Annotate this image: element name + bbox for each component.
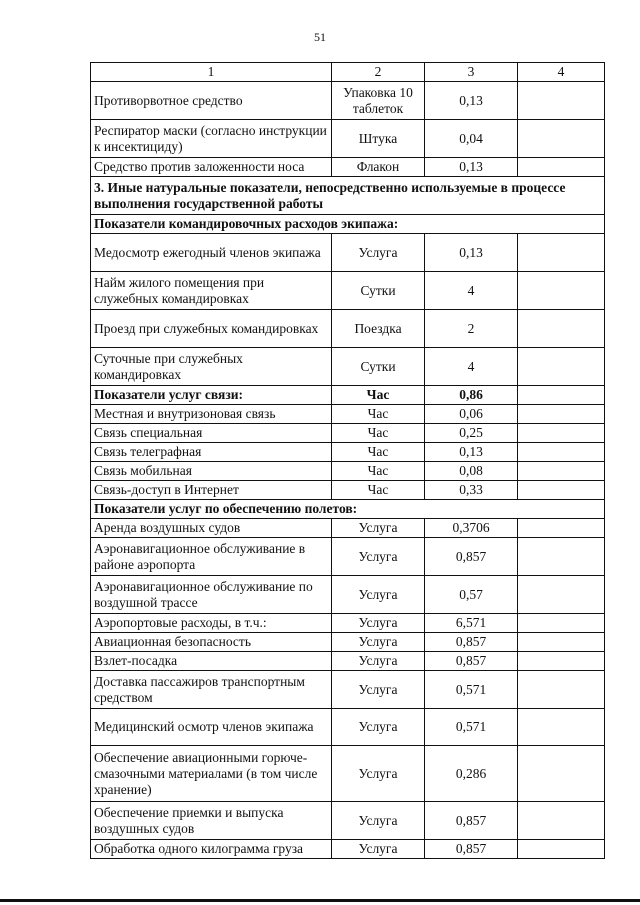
table-row <box>91 746 605 802</box>
row-unit: Услуга <box>332 576 425 614</box>
row-value: 0,04 <box>425 120 518 158</box>
row-extra <box>518 82 605 120</box>
table-row <box>91 709 605 746</box>
page-number: 51 <box>314 30 326 44</box>
row-name: Обработка одного килограмма груза <box>91 840 332 859</box>
row-value: 0,286 <box>425 746 518 802</box>
row-unit: Услуга <box>332 234 425 272</box>
row-unit: Услуга <box>332 840 425 859</box>
table-row <box>91 462 605 481</box>
section-row <box>91 215 605 234</box>
row-unit: Штука <box>332 120 425 158</box>
table-row <box>91 348 605 386</box>
table-row <box>91 158 605 177</box>
row-name: Обеспечение приемки и выпуска воздушных судов <box>91 802 332 840</box>
row-extra <box>518 671 605 709</box>
row-value: 0,57 <box>425 576 518 614</box>
row-extra <box>518 840 605 859</box>
table-row <box>91 424 605 443</box>
row-extra <box>518 538 605 576</box>
row-unit: Сутки <box>332 348 425 386</box>
table-header-row <box>91 63 605 82</box>
row-unit: Услуга <box>332 802 425 840</box>
row-extra <box>518 234 605 272</box>
row-name: Связь мобильная <box>91 462 332 481</box>
row-name: Обеспечение авиационными горюче-смазочными материалами (в том числе хранение) <box>91 746 332 802</box>
row-unit: Упаковка 10 таблеток <box>332 82 425 120</box>
row-value: 0,571 <box>425 709 518 746</box>
row-name: Взлет-посадка <box>91 652 332 671</box>
row-name: Проезд при служебных командировках <box>91 310 332 348</box>
row-extra <box>518 709 605 746</box>
row-unit: Час <box>332 443 425 462</box>
row-extra <box>518 424 605 443</box>
row-value: 0,13 <box>425 443 518 462</box>
row-unit: Услуга <box>332 614 425 633</box>
row-unit: Час <box>332 386 425 405</box>
row-name: Средство против заложенности носа <box>91 158 332 177</box>
section-row <box>91 500 605 519</box>
row-name: Аэронавигационное обслуживание по воздушной трассе <box>91 576 332 614</box>
row-unit: Услуга <box>332 538 425 576</box>
row-name: Аэронавигационное обслуживание в районе аэропорта <box>91 538 332 576</box>
row-extra <box>518 576 605 614</box>
row-extra <box>518 405 605 424</box>
row-value: 4 <box>425 272 518 310</box>
row-unit: Час <box>332 481 425 500</box>
row-extra <box>518 443 605 462</box>
table-row <box>91 538 605 576</box>
row-extra <box>518 652 605 671</box>
section-heading: Показатели командировочных расходов экипажа: <box>91 215 605 234</box>
row-value: 2 <box>425 310 518 348</box>
table-row <box>91 120 605 158</box>
row-name: Суточные при служебных командировках <box>91 348 332 386</box>
row-extra <box>518 746 605 802</box>
row-extra <box>518 158 605 177</box>
column-number-1: 1 <box>91 63 332 82</box>
table-row <box>91 234 605 272</box>
row-value: 0,857 <box>425 802 518 840</box>
column-number-2: 2 <box>332 63 425 82</box>
row-name: Противорвотное средство <box>91 82 332 120</box>
row-name: Показатели услуг связи: <box>91 386 332 405</box>
row-name: Аэропортовые расходы, в т.ч.: <box>91 614 332 633</box>
row-name: Связь специальная <box>91 424 332 443</box>
table-row <box>91 310 605 348</box>
table-row <box>91 272 605 310</box>
row-value: 0,13 <box>425 82 518 120</box>
row-name: Связь-доступ в Интернет <box>91 481 332 500</box>
row-value: 0,06 <box>425 405 518 424</box>
row-extra <box>518 802 605 840</box>
row-unit: Флакон <box>332 158 425 177</box>
table-row <box>91 576 605 614</box>
row-name: Найм жилого помещения при служебных командировках <box>91 272 332 310</box>
row-unit: Услуга <box>332 519 425 538</box>
section-row <box>91 177 605 215</box>
row-extra <box>518 120 605 158</box>
row-unit: Услуга <box>332 746 425 802</box>
row-unit: Час <box>332 405 425 424</box>
row-name: Связь телеграфная <box>91 443 332 462</box>
row-unit: Услуга <box>332 652 425 671</box>
table-row <box>91 652 605 671</box>
table-row <box>91 82 605 120</box>
table-row <box>91 614 605 633</box>
row-extra <box>518 519 605 538</box>
row-name: Медицинский осмотр членов экипажа <box>91 709 332 746</box>
row-value: 0,571 <box>425 671 518 709</box>
row-name: Доставка пассажиров транспортным средством <box>91 671 332 709</box>
row-extra <box>518 614 605 633</box>
row-unit: Сутки <box>332 272 425 310</box>
table-row <box>91 443 605 462</box>
row-name: Аренда воздушных судов <box>91 519 332 538</box>
row-value: 0,857 <box>425 652 518 671</box>
indicators-table <box>90 62 605 859</box>
row-value: 0,857 <box>425 633 518 652</box>
row-name: Медосмотр ежегодный членов экипажа <box>91 234 332 272</box>
table-row <box>91 671 605 709</box>
table-row <box>91 481 605 500</box>
row-value: 0,86 <box>425 386 518 405</box>
row-value: 0,13 <box>425 158 518 177</box>
row-extra <box>518 348 605 386</box>
column-number-3: 3 <box>425 63 518 82</box>
row-value: 4 <box>425 348 518 386</box>
row-unit: Услуга <box>332 671 425 709</box>
row-value: 0,857 <box>425 840 518 859</box>
row-extra <box>518 310 605 348</box>
row-extra <box>518 272 605 310</box>
row-value: 0,3706 <box>425 519 518 538</box>
row-value: 0,33 <box>425 481 518 500</box>
table-row <box>91 802 605 840</box>
row-extra <box>518 386 605 405</box>
row-unit: Поездка <box>332 310 425 348</box>
section-heading: 3. Иные натуральные показатели, непосредственно используемые в процессе выполнения государственной работы <box>91 177 605 215</box>
row-unit: Услуга <box>332 633 425 652</box>
row-value: 0,25 <box>425 424 518 443</box>
column-number-4: 4 <box>518 63 605 82</box>
table-row <box>91 519 605 538</box>
row-extra <box>518 481 605 500</box>
row-value: 0,13 <box>425 234 518 272</box>
row-name: Авиационная безопасность <box>91 633 332 652</box>
row-unit: Услуга <box>332 709 425 746</box>
scan-bottom-edge <box>0 899 640 902</box>
row-value: 0,08 <box>425 462 518 481</box>
row-unit: Час <box>332 424 425 443</box>
table-row <box>91 386 605 405</box>
row-value: 6,571 <box>425 614 518 633</box>
row-name: Местная и внутризоновая связь <box>91 405 332 424</box>
row-name: Респиратор маски (согласно инструкции к инсектициду) <box>91 120 332 158</box>
table-row <box>91 840 605 859</box>
table-row <box>91 405 605 424</box>
table-row <box>91 633 605 652</box>
row-extra <box>518 462 605 481</box>
row-unit: Час <box>332 462 425 481</box>
row-extra <box>518 633 605 652</box>
section-heading: Показатели услуг по обеспечению полетов: <box>91 500 605 519</box>
row-value: 0,857 <box>425 538 518 576</box>
